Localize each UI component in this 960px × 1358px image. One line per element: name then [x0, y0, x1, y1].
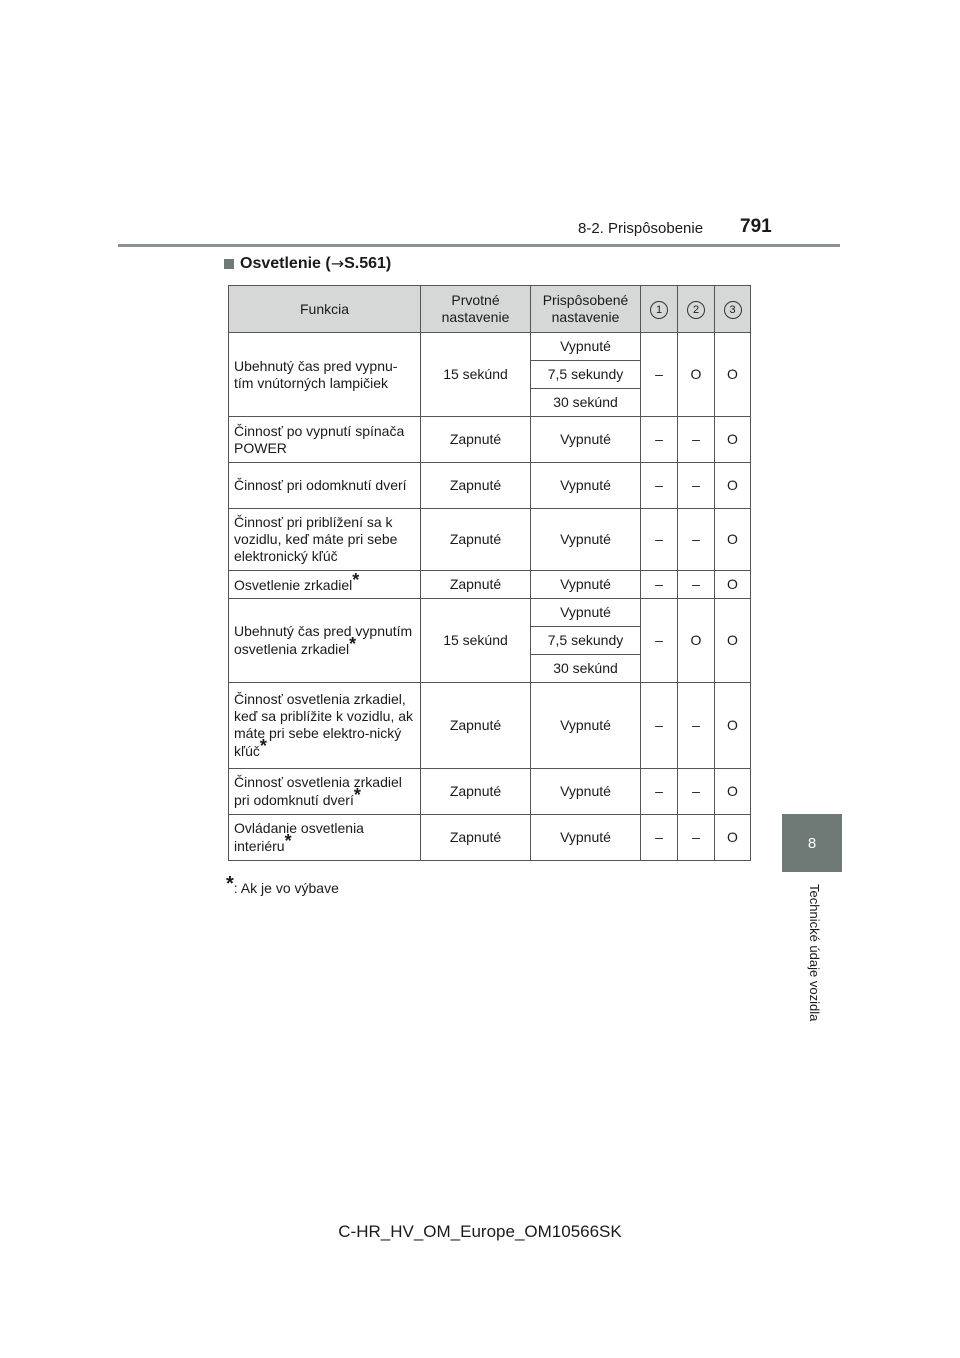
circled-2-icon: 2	[687, 301, 705, 319]
chapter-number: 8	[807, 834, 817, 852]
cell-method-3: O	[715, 417, 751, 463]
cell-custom: Vypnuté	[531, 417, 641, 463]
cell-method-1: –	[641, 571, 678, 599]
cell-method-3: O	[715, 333, 751, 417]
cell-custom: Vypnuté	[531, 463, 641, 509]
cell-default: Zapnuté	[421, 769, 531, 815]
arrow-right-icon: →	[330, 254, 345, 273]
asterisk-marker: *	[352, 569, 360, 590]
cell-function	[229, 769, 421, 815]
cell-default: Zapnuté	[421, 683, 531, 769]
circled-3-icon: 3	[724, 301, 742, 319]
cell-method-3: O	[715, 463, 751, 509]
asterisk-marker: *	[284, 831, 292, 851]
header-function: Funkcia	[229, 286, 421, 333]
cell-method-3: O	[715, 509, 751, 571]
cell-method-2: O	[678, 599, 715, 683]
cell-custom: Vypnuté	[531, 769, 641, 815]
function-text: Činnosť osvetlenia zrkadiel, keď sa priblížite k vozidlu, ak máte pri sebe elektro-nický kľúč	[234, 691, 414, 759]
cell-custom: 7,5 sekundy	[531, 361, 641, 389]
table-row	[229, 571, 751, 599]
table-header-row	[229, 286, 751, 333]
table-row	[229, 417, 751, 463]
cell-custom: Vypnuté	[531, 683, 641, 769]
section-page-ref: S.561)	[344, 254, 392, 272]
header-method-3	[715, 286, 751, 333]
cell-function	[229, 571, 421, 599]
cell-function	[229, 463, 421, 509]
cell-method-1: –	[641, 769, 678, 815]
function-text: Ovládanie osvetlenia interiéru	[234, 820, 364, 854]
cell-method-2: –	[678, 571, 715, 599]
cell-custom: 7,5 sekundy	[531, 627, 641, 655]
cell-method-3: O	[715, 769, 751, 815]
header-custom: Prispôsobené nastavenie	[531, 286, 641, 333]
cell-custom: 30 sekúnd	[531, 655, 641, 683]
cell-custom: Vypnuté	[531, 599, 641, 627]
cell-method-1: –	[641, 463, 678, 509]
footnote-text: : Ak je vo výbave	[233, 880, 339, 896]
cell-default: 15 sekúnd	[421, 599, 531, 683]
cell-method-1: –	[641, 333, 678, 417]
table-row	[229, 683, 751, 769]
cell-method-3: O	[715, 599, 751, 683]
cell-function	[229, 599, 421, 683]
cell-function	[229, 683, 421, 769]
cell-default: Zapnuté	[421, 571, 531, 599]
cell-method-2: –	[678, 683, 715, 769]
function-text: Činnosť po vypnutí spínača POWER	[234, 422, 405, 456]
asterisk-marker: *	[353, 785, 361, 805]
cell-method-2: –	[678, 769, 715, 815]
section-header: 8-2. Prispôsobenie	[578, 220, 704, 237]
cell-method-2: –	[678, 509, 715, 571]
chapter-title: Technické údaje vozidla	[807, 884, 822, 1022]
cell-method-3: O	[715, 571, 751, 599]
cell-default: 15 sekúnd	[421, 333, 531, 417]
function-text: Ubehnutý čas pred vypnutím osvetlenia zrkadiel	[234, 623, 413, 657]
header-method-1	[641, 286, 678, 333]
cell-default: Zapnuté	[421, 815, 531, 861]
cell-default: Zapnuté	[421, 417, 531, 463]
cell-method-1: –	[641, 417, 678, 463]
asterisk-marker: *	[349, 634, 357, 654]
cell-method-2: O	[678, 333, 715, 417]
function-text: Činnosť osvetlenia zrkadiel pri odomknutí dverí	[234, 774, 402, 808]
cell-function	[229, 815, 421, 861]
cell-method-1: –	[641, 599, 678, 683]
cell-custom: Vypnuté	[531, 509, 641, 571]
function-text: Činnosť pri odomknutí dverí	[234, 477, 407, 493]
cell-method-3: O	[715, 815, 751, 861]
square-bullet-icon	[224, 259, 234, 269]
table-row	[229, 463, 751, 509]
footnote-asterisk: *	[226, 873, 234, 895]
section-title-text: Osvetlenie (	[240, 254, 331, 272]
function-text: Ubehnutý čas pred vypnu-tím vnútorných lampičiek	[234, 357, 398, 391]
cell-default: Zapnuté	[421, 509, 531, 571]
cell-method-3: O	[715, 683, 751, 769]
table-row	[229, 815, 751, 861]
cell-method-2: –	[678, 417, 715, 463]
cell-custom: 30 sekúnd	[531, 389, 641, 417]
cell-function	[229, 417, 421, 463]
cell-custom: Vypnuté	[531, 815, 641, 861]
function-text: Činnosť pri priblížení sa k vozidlu, keď máte pri sebe elektronický kľúč	[234, 514, 398, 564]
cell-method-2: –	[678, 815, 715, 861]
table-row	[229, 509, 751, 571]
chapter-side-label	[802, 884, 824, 1044]
cell-custom: Vypnuté	[531, 333, 641, 361]
cell-method-1: –	[641, 509, 678, 571]
cell-function	[229, 333, 421, 417]
table-row	[229, 769, 751, 815]
cell-custom: Vypnuté	[531, 571, 641, 599]
footnote	[226, 873, 339, 899]
table-row	[229, 333, 751, 361]
settings-table	[228, 285, 751, 861]
cell-method-1: –	[641, 683, 678, 769]
cell-default: Zapnuté	[421, 463, 531, 509]
header-default: Prvotné nastavenie	[421, 286, 531, 333]
asterisk-marker: *	[259, 736, 267, 756]
document-code: C-HR_HV_OM_Europe_OM10566SK	[338, 1222, 622, 1241]
cell-method-2: –	[678, 463, 715, 509]
page-number: 791	[740, 216, 772, 237]
table-row	[229, 599, 751, 627]
cell-function	[229, 509, 421, 571]
section-title	[224, 254, 391, 273]
header-method-2	[678, 286, 715, 333]
chapter-tab	[782, 814, 842, 872]
function-text: Osvetlenie zrkadiel	[234, 576, 353, 593]
header-rule	[118, 244, 840, 247]
circled-1-icon: 1	[650, 301, 668, 319]
cell-method-1: –	[641, 815, 678, 861]
